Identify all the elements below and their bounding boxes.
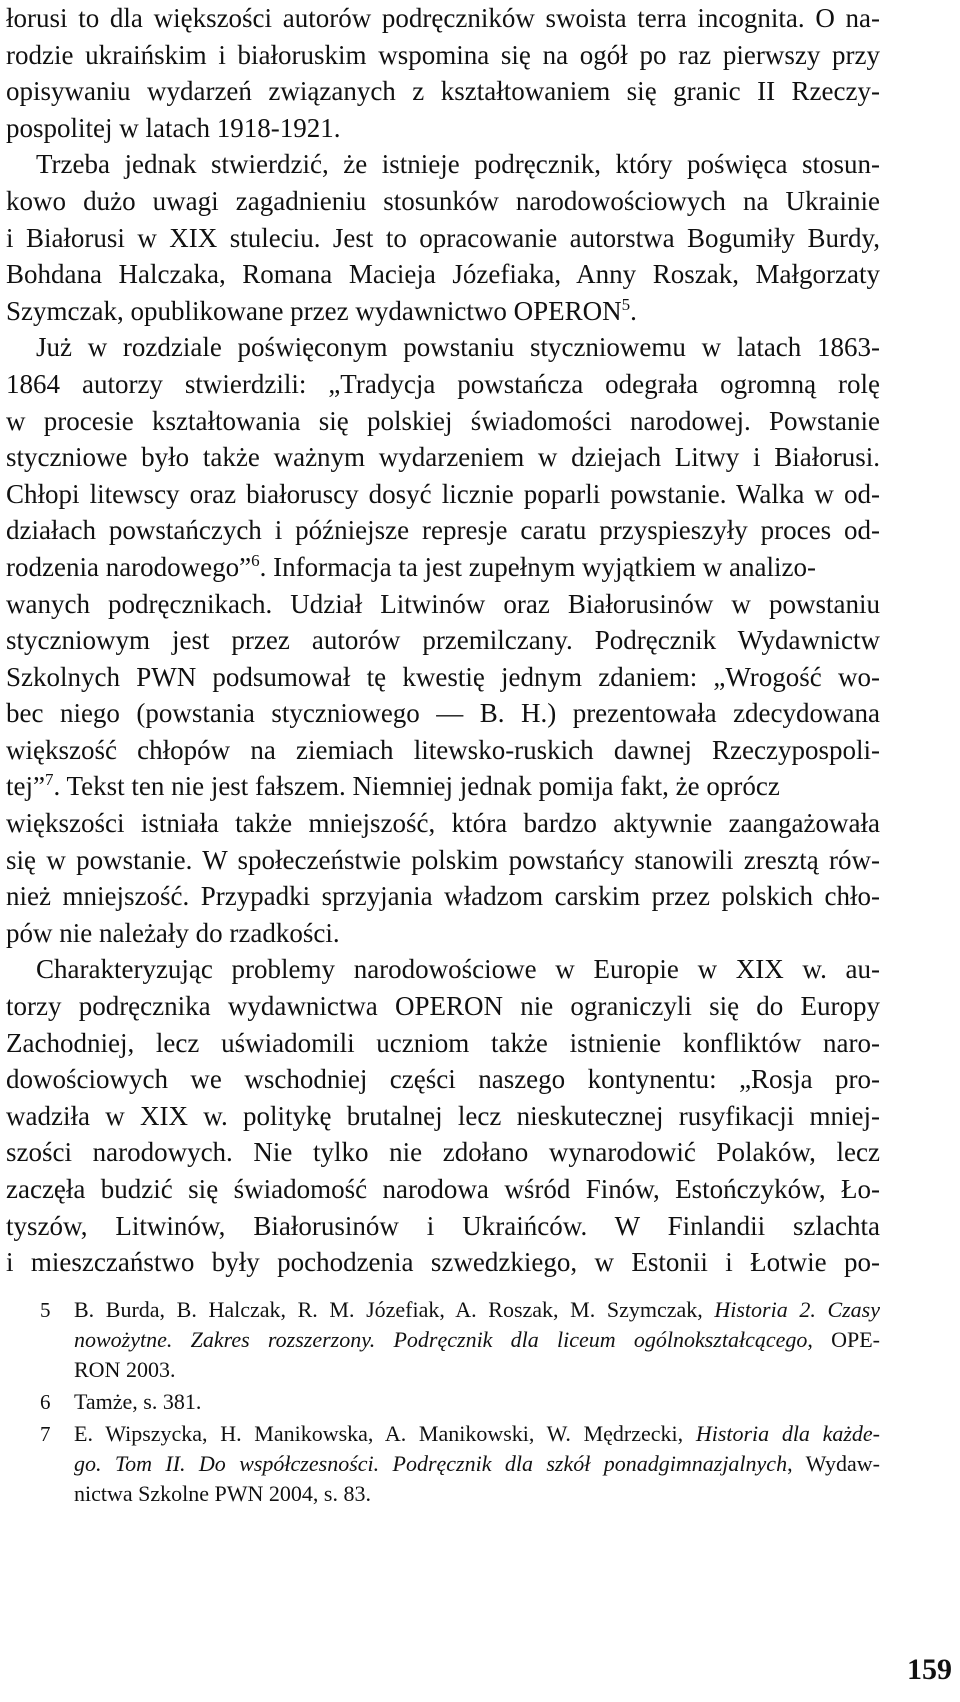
footnotes — [40, 1295, 880, 1511]
footnote-text: B. Burda, B. Halczak, R. M. Józefiak, A. Roszak, M. Szymczak, — [74, 1297, 703, 1322]
text-line: styczniowe było także ważnym wydarzeniem w dziejach Litwy i Białorusi. — [6, 442, 880, 473]
body-text — [6, 0, 880, 1281]
text-line: styczniowym jest przez autorów przemilczany. Podręcznik Wydawnictw — [6, 625, 880, 656]
footnote-6 — [40, 1387, 880, 1417]
text-line: pospolitej w latach 1918-1921. — [6, 112, 341, 143]
text-line: większości istniała także mniejszość, która bardzo aktywnie zaangażowała — [6, 808, 880, 839]
footnote-line: RON 2003. — [74, 1357, 176, 1382]
text-line: opisywaniu wydarzeń związanych z kształtowaniem się granic II Rzeczy- — [6, 76, 880, 107]
footnote-line — [74, 1419, 880, 1449]
text-line: w procesie kształtowania się polskiej świadomości narodowej. Powstanie — [6, 405, 880, 436]
text-line: działach powstańczych i późniejsze represje caratu przyspieszyły proces od- — [6, 515, 880, 546]
text-line: tyszów, Litwinów, Białorusinów i Ukraińców. W Finlandii szlachta — [6, 1210, 880, 1241]
text-line: pów nie należały do rzadkości. — [6, 917, 340, 948]
footnote-number: 5 — [40, 1298, 51, 1322]
text-line — [6, 768, 880, 805]
text-line: bec niego (powstania styczniowego — B. H.) prezentowała zdecydowana — [6, 698, 880, 729]
footnote-number: 6 — [40, 1390, 51, 1414]
footnote-ref-6: 6 — [251, 550, 260, 570]
text-line: łorusi to dla większości autorów podręczników swoista terra incognita. O na- — [6, 3, 880, 33]
text-line: Bohdana Halczaka, Romana Macieja Józefiaka, Anny Roszak, Małgorzaty — [6, 259, 880, 290]
text-line: większość chłopów na ziemiach litewsko-ruskich dawnej Rzeczypospoli- — [6, 734, 880, 765]
footnote-line: nictwa Szkolne PWN 2004, s. 83. — [74, 1481, 371, 1506]
text-line: Chłopi litewscy oraz białoruscy dosyć licznie poparli powstanie. Walka w od- — [6, 478, 880, 509]
text-line: nież mniejszość. Przypadki sprzyjania władzom carskim przez polskich chło- — [6, 881, 880, 912]
text-line — [6, 549, 880, 586]
footnote-text: , Wydaw- — [787, 1451, 880, 1476]
text-line: 1864 autorzy stwierdzili: „Tradycja powstańcza odegrała ogromną rolę — [6, 368, 880, 399]
footnote-title: go. Tom II. Do współczesności. Podręcznik dla szkół ponadgimnazjalnych — [74, 1451, 788, 1476]
paragraph-start-line: Charakteryzując problemy narodowościowe w Europie w XIX w. au- — [36, 954, 880, 985]
text-line — [6, 293, 880, 330]
text-line: zaczęła budzić się świadomość narodowa wśród Finów, Estończyków, Ło- — [6, 1174, 880, 1204]
footnote-line — [74, 1325, 880, 1355]
text-line: wanych podręcznikach. Udział Litwinów oraz Białorusinów w powstaniu — [6, 588, 880, 619]
footnote-text: , OPE- — [807, 1327, 880, 1352]
text-fragment: tej” — [6, 771, 45, 802]
text-line: rodzie ukraińskim i białoruskim wspomina się na ogół po raz pierwszy przy — [6, 39, 880, 70]
page-number: 159 — [907, 1653, 952, 1686]
footnote-line — [74, 1295, 880, 1325]
text-line: wadziła w XIX w. politykę brutalnej lecz nieskutecznej rusyfikacji mniej- — [6, 1100, 880, 1131]
footnote-title: Historia dla każde- — [695, 1421, 880, 1446]
paragraph-start-line: Już w rozdziale poświęconym powstaniu styczniowemu w latach 1863- — [36, 332, 880, 363]
footnote-title: nowożytne. Zakres rozszerzony. Podręcznik dla liceum ogólnokształcącego — [74, 1327, 808, 1352]
text-line: Szkolnych PWN podsumował tę kwestię jednym zdaniem: „Wrogość wo- — [6, 661, 880, 692]
text-fragment: rodzenia narodowego” — [6, 551, 252, 582]
text-fragment: Szymczak, opublikowane przez wydawnictwo OPERON — [6, 295, 622, 326]
text-line: i mieszczaństwo były pochodzenia szwedzkiego, w Estonii i Łotwie po- — [6, 1247, 880, 1278]
text-line: torzy podręcznika wydawnictwa OPERON nie ograniczyli się do Europy — [6, 991, 880, 1022]
text-fragment: . Tekst ten nie jest fałszem. Niemniej jednak pomija fakt, że oprócz — [53, 771, 780, 802]
footnote-5 — [40, 1295, 880, 1385]
text-line: kowo dużo uwagi zagadnieniu stosunków narodowościowych na Ukrainie — [6, 185, 880, 216]
text-line: Zachodniej, lecz uświadomili uczniom także istnienie konfliktów naro- — [6, 1027, 880, 1058]
text-fragment: . — [630, 295, 637, 326]
footnote-line — [74, 1449, 880, 1479]
footnote-title: Historia 2. Czasy — [714, 1297, 880, 1322]
text-fragment: . Informacja ta jest zupełnym wyjątkiem w analizo- — [259, 551, 816, 582]
text-line: się w powstanie. W społeczeństwie polskim powstańcy stanowili zresztą rów- — [6, 844, 880, 875]
paragraph-start-line: Trzeba jednak stwierdzić, że istnieje podręcznik, który poświęca stosun- — [36, 149, 880, 180]
footnote-text: E. Wipszycka, H. Manikowska, A. Manikowski, W. Mędrzecki, — [74, 1421, 684, 1446]
text-line: i Białorusi w XIX stuleciu. Jest to opracowanie autorstwa Bogumiły Burdy, — [6, 222, 880, 253]
footnote-ref-5: 5 — [621, 294, 631, 314]
footnote-line: Tamże, s. 381. — [74, 1389, 202, 1414]
text-line: szości narodowych. Nie tylko nie zdołano wynarodowić Polaków, lecz — [6, 1137, 880, 1168]
footnote-ref-7: 7 — [44, 770, 54, 790]
text-line: dowościowych we wschodniej części naszego kontynentu: „Rosja pro- — [6, 1064, 880, 1095]
footnote-number: 7 — [40, 1422, 51, 1446]
footnote-7 — [40, 1419, 880, 1509]
